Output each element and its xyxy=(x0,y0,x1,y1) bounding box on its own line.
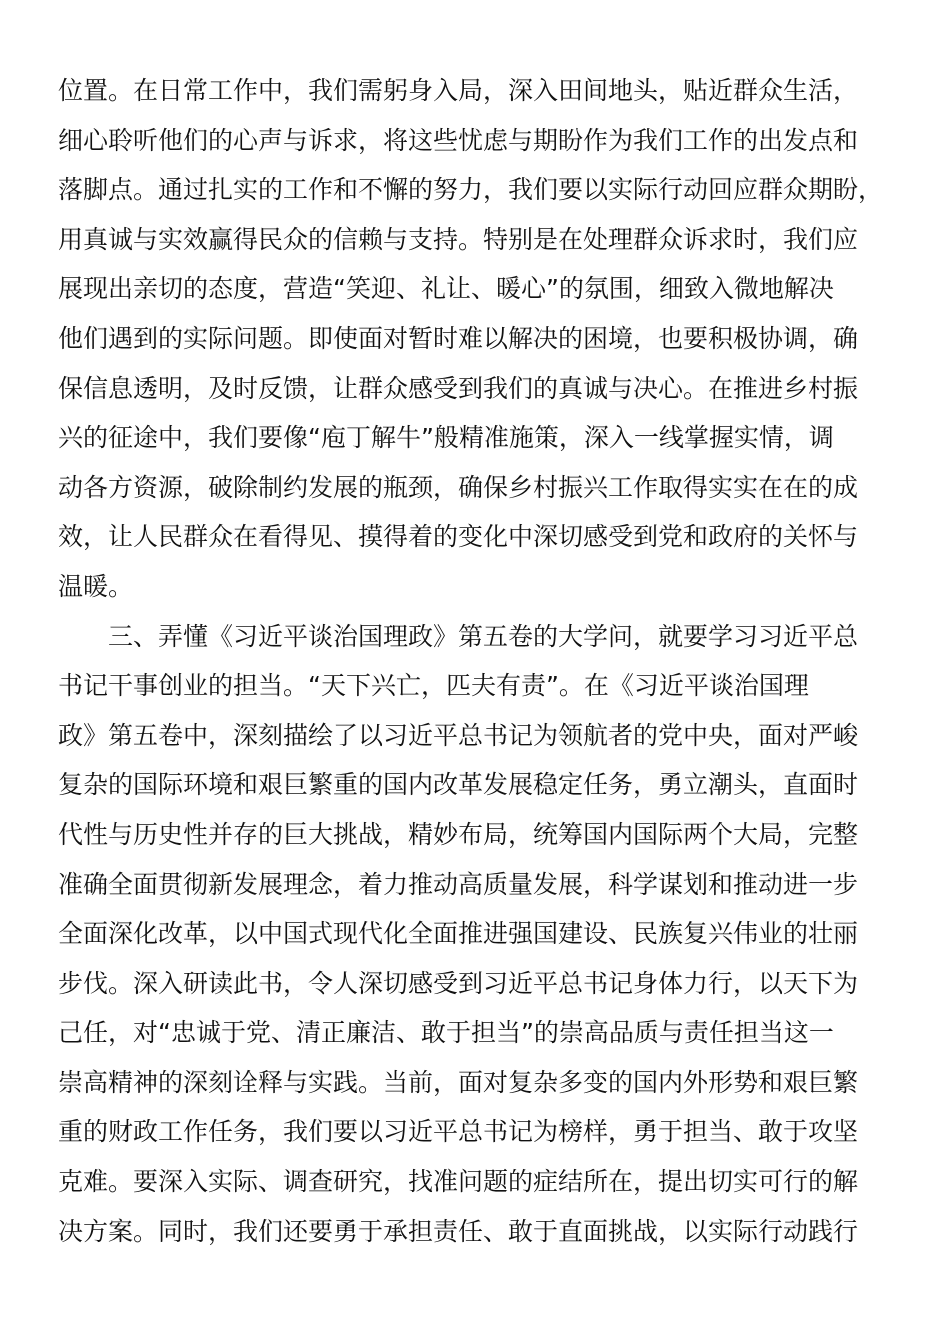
text-line: 温暖。 xyxy=(58,571,134,601)
text-line: 步伐。深入研读此书，令人深切感受到习近平总书记身体力行，以天下为 xyxy=(58,968,859,998)
text-line: 效，让人民群众在看得见、摸得着的变化中深切感受到党和政府的关怀与 xyxy=(58,522,859,552)
text-line: 崇高精神的深刻诠释与实践。当前，面对复杂多变的国内外形势和艰巨繁 xyxy=(58,1067,859,1097)
paragraph-1 xyxy=(58,66,888,612)
text-line: 细心聆听他们的心声与诉求，将这些忧虑与期盼作为我们工作的出发点和 xyxy=(58,125,859,155)
text-line: 保信息透明，及时反馈，让群众感受到我们的真诚与决心。在推进乡村振 xyxy=(58,373,859,403)
text-line: 代性与历史性并存的巨大挑战，精妙布局，统筹国内国际两个大局，完整 xyxy=(58,819,859,849)
document-body xyxy=(58,66,888,1256)
text-line: 他们遇到的实际问题。即使面对暂时难以解决的困境，也要积极协调，确 xyxy=(58,323,859,353)
text-line: 决方案。同时，我们还要勇于承担责任、敢于直面挑战，以实际行动践行 xyxy=(58,1216,859,1246)
text-line: 政》第五卷中，深刻描绘了以习近平总书记为领航者的党中央，面对严峻 xyxy=(58,720,859,750)
text-line: 落脚点。通过扎实的工作和不懈的努力，我们要以实际行动回应群众期盼， xyxy=(58,175,884,205)
text-line: 三、弄懂《习近平谈治国理政》第五卷的大学问，就要学习习近平总 xyxy=(58,621,859,651)
paragraph-2 xyxy=(58,612,888,1257)
text-line: 兴的征途中，我们要像“庖丁解牛”般精准施策，深入一线掌握实情，调 xyxy=(58,423,834,453)
text-line: 复杂的国际环境和艰巨繁重的国内改革发展稳定任务，勇立潮头，直面时 xyxy=(58,770,859,800)
text-line: 位置。在日常工作中，我们需躬身入局，深入田间地头，贴近群众生活， xyxy=(58,76,859,105)
text-line: 全面深化改革，以中国式现代化全面推进强国建设、民族复兴伟业的壮丽 xyxy=(58,919,859,949)
text-line: 展现出亲切的态度，营造“笑迎、礼让、暖心”的氛围，细致入微地解决 xyxy=(58,274,834,304)
text-line: 书记干事创业的担当。“天下兴亡，匹夫有责”。在《习近平谈治国理 xyxy=(58,671,809,701)
text-line: 准确全面贯彻新发展理念，着力推动高质量发展，科学谋划和推动进一步 xyxy=(58,869,859,899)
text-line: 克难。要深入实际、调查研究，找准问题的症结所在，提出切实可行的解 xyxy=(58,1167,859,1197)
text-line: 动各方资源，破除制约发展的瓶颈，确保乡村振兴工作取得实实在在的成 xyxy=(58,472,859,502)
text-line: 用真诚与实效赢得民众的信赖与支持。特别是在处理群众诉求时，我们应 xyxy=(58,224,859,254)
text-line: 重的财政工作任务，我们要以习近平总书记为榜样，勇于担当、敢于攻坚 xyxy=(58,1117,859,1147)
text-line: 己任，对“忠诚于党、清正廉洁、敢于担当”的崇高品质与责任担当这一 xyxy=(58,1018,834,1048)
